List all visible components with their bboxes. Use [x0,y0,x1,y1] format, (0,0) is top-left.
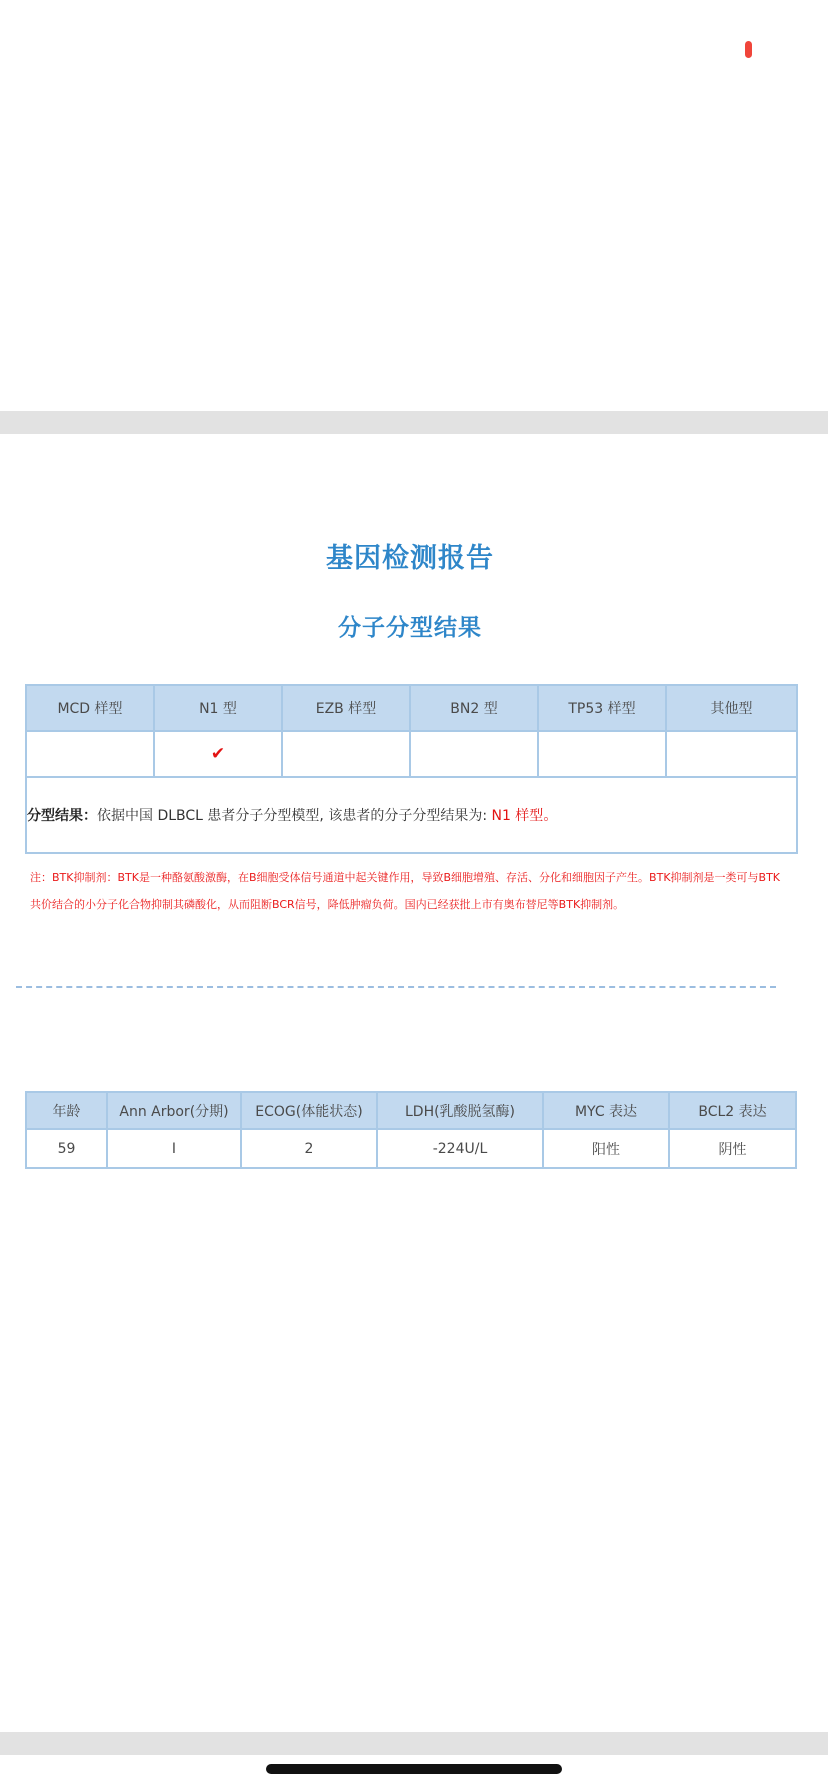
subtype-header-row [26,685,797,731]
mark-bn2 [410,731,538,777]
subtype-result-cell [26,777,797,853]
page-separator-bottom [0,1732,828,1755]
header-bn2: BN2 型 [410,685,538,731]
header-mcd: MCD 样型 [26,685,154,731]
header-ann-arbor: Ann Arbor(分期) [107,1092,241,1129]
checkmark-icon: ✔ [210,744,226,764]
result-text: 依据中国 DLBCL 患者分子分型模型, 该患者的分子分型结果为: [97,808,488,824]
subtype-result-row [26,777,797,853]
value-ecog: 2 [241,1129,377,1168]
header-ecog: ECOG(体能状态) [241,1092,377,1129]
result-label: 分型结果： [27,808,97,824]
mark-other [666,731,797,777]
value-ann-arbor: I [107,1129,241,1168]
report-title: 基因检测报告 [326,543,494,574]
header-tp53: TP53 样型 [538,685,666,731]
header-bcl2: BCL2 表达 [669,1092,796,1129]
mark-mcd [26,731,154,777]
clinical-info-table [25,1091,797,1169]
result-value: N1 样型 [487,808,544,824]
mark-tp53 [538,731,666,777]
btk-inhibitor-note: 注：BTK抑制剂：BTK是一种酪氨酸激酶，在B细胞受体信号通道中起关键作用，导致B细胞增殖、存活、分化和细胞因子产生。BTK抑制剂是一类可与BTK共价结合的小分子化合物抑制其磷酸化，从而阻断BCR信号，降低肿瘤负荷。国内已经获批上市有奥布替尼等BTK抑制剂。 [30,871,781,911]
dashed-divider [16,986,776,988]
header-n1: N1 型 [154,685,282,731]
mark-n1 [154,731,282,777]
value-ldh: -224U/L [377,1129,543,1168]
mark-ezb [282,731,410,777]
page-separator-top [0,411,828,434]
section-title: 分子分型结果 [338,615,482,641]
header-ldh: LDH(乳酸脱氢酶) [377,1092,543,1129]
clinical-value-row [26,1129,796,1168]
home-indicator[interactable] [266,1764,562,1774]
recording-indicator [745,41,752,58]
value-myc: 阳性 [543,1129,669,1168]
value-age: 59 [26,1129,107,1168]
header-age: 年龄 [26,1092,107,1129]
molecular-subtype-table [25,684,798,854]
value-bcl2: 阴性 [669,1129,796,1168]
header-myc: MYC 表达 [543,1092,669,1129]
header-ezb: EZB 样型 [282,685,410,731]
header-other: 其他型 [666,685,797,731]
clinical-header-row [26,1092,796,1129]
subtype-mark-row [26,731,797,777]
result-end: 。 [543,808,558,824]
